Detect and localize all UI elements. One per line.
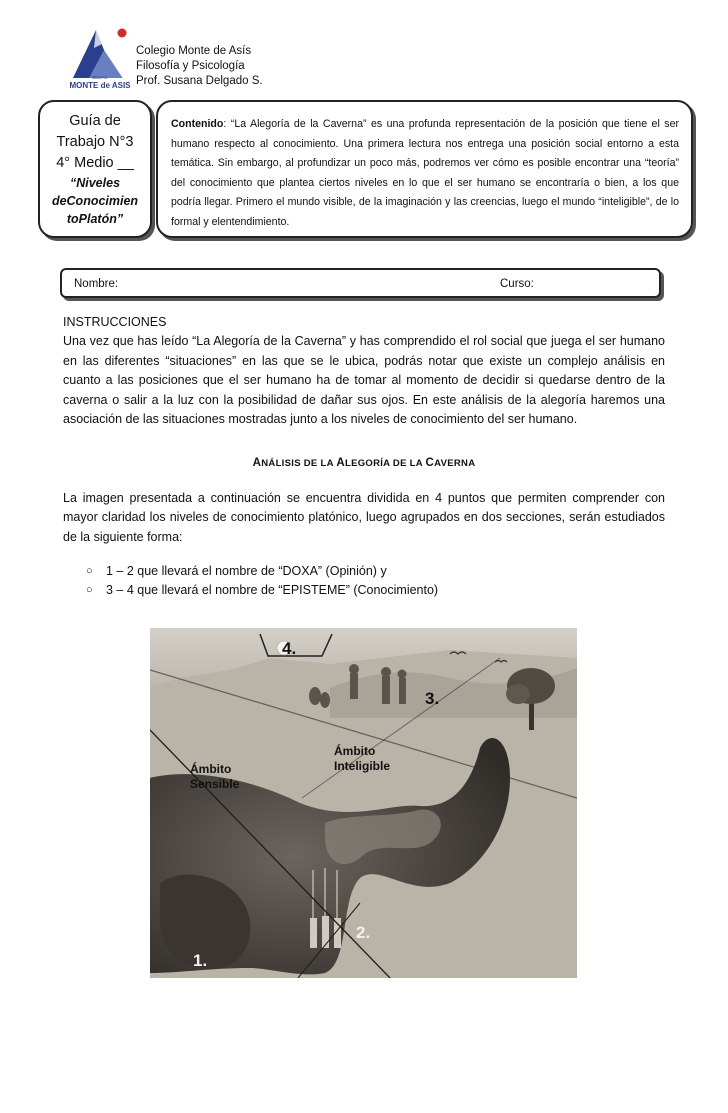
guide-line-1: Guía de: [69, 112, 121, 129]
content-text: : “La Alegoría de la Caverna” es una profunda representación de la posición que tiene el ser humano respecto al conocimiento. Una primera lectura nos entrega una posición social entorno a esta temática. Sin embargo, al profundizar un poco más, podremos ver cómo es posible encontrar una “teoría” del conocimiento que plantea ciertos niveles en lo que el ser humano se encontraría o bien, a los que podría llegar. Primero el mundo visible, de la imaginación y las creencias, luego el mundo “inteligible”, de lo formal y elentendimiento.: [171, 118, 679, 228]
label-inteligible-2: Inteligible: [334, 759, 391, 773]
label-sensible-2: Sensible: [190, 777, 240, 791]
label-1: 1.: [193, 951, 208, 970]
instructions-title: INSTRUCCIONES: [63, 315, 167, 329]
label-3: 3.: [425, 689, 440, 708]
guide-line-4: “Niveles: [69, 175, 121, 190]
logo-text: MONTE de ASIS: [69, 81, 131, 90]
list-item: ○ 3 – 4 que llevará el nombre de “EPISTEME” (Conocimiento): [86, 581, 438, 600]
student-info-box[interactable]: [60, 268, 661, 298]
guide-line-6: toPlatón”: [66, 211, 124, 226]
label-2: 2.: [356, 923, 371, 942]
bullet-icon: ○: [86, 565, 93, 577]
content-label: Contenido: [171, 118, 224, 130]
levels-list: [86, 562, 438, 601]
subject: Filosofía y Psicología: [136, 60, 245, 72]
instructions: [63, 313, 665, 429]
teacher: Prof. Susana Delgado S.: [136, 75, 263, 87]
school-header: [136, 44, 263, 89]
curso-label: Curso:: [500, 278, 534, 290]
school-name: Colegio Monte de Asís: [136, 45, 252, 57]
guide-line-5: deConocimien: [51, 193, 139, 208]
bullet-icon: ○: [86, 584, 93, 597]
label-sensible-1: Ámbito: [190, 762, 232, 776]
school-logo: [66, 24, 132, 92]
list-item: ○ 1 – 2 que llevará el nombre de “DOXA” (Opinión) y: [86, 562, 438, 581]
guide-box: [38, 100, 152, 238]
cave-illustration: [150, 628, 577, 978]
content-box: [156, 100, 693, 238]
section-title: ANÁLISIS DE LA ALEGORÍA DE LA CAVERNA: [252, 457, 476, 469]
analysis-intro: La imagen presentada a continuación se encuentra dividida en 4 puntos que permiten comprender con mayor claridad los niveles de conocimiento platónico, luego agrupados en dos secciones, serán estudiados de la siguiente forma:: [63, 491, 665, 544]
logo-text-top: BEDAC: [92, 75, 108, 80]
instructions-text: Una vez que has leído “La Alegoría de la Caverna” y has comprendido el rol social que juega el ser humano en las diferentes “situaciones” en las que se le ubica, podrás notar que existe un complejo análisis en cuanto a las posiciones que el ser humano ha de tomar al momento de decidir si quedarse dentro de la caverna o salir a la luz con la posibilidad de dañar sus ojos. En este análisis de la alegoría haremos una asociación de las situaciones mostradas junto a los niveles de conocimiento del ser humano.: [63, 334, 665, 427]
guide-line-3: 4° Medio __: [56, 154, 134, 171]
label-4: 4.: [282, 639, 297, 658]
guide-line-2: Trabajo N°3: [56, 133, 134, 150]
label-inteligible-1: Ámbito: [334, 744, 376, 758]
nombre-label: Nombre:: [74, 278, 119, 290]
